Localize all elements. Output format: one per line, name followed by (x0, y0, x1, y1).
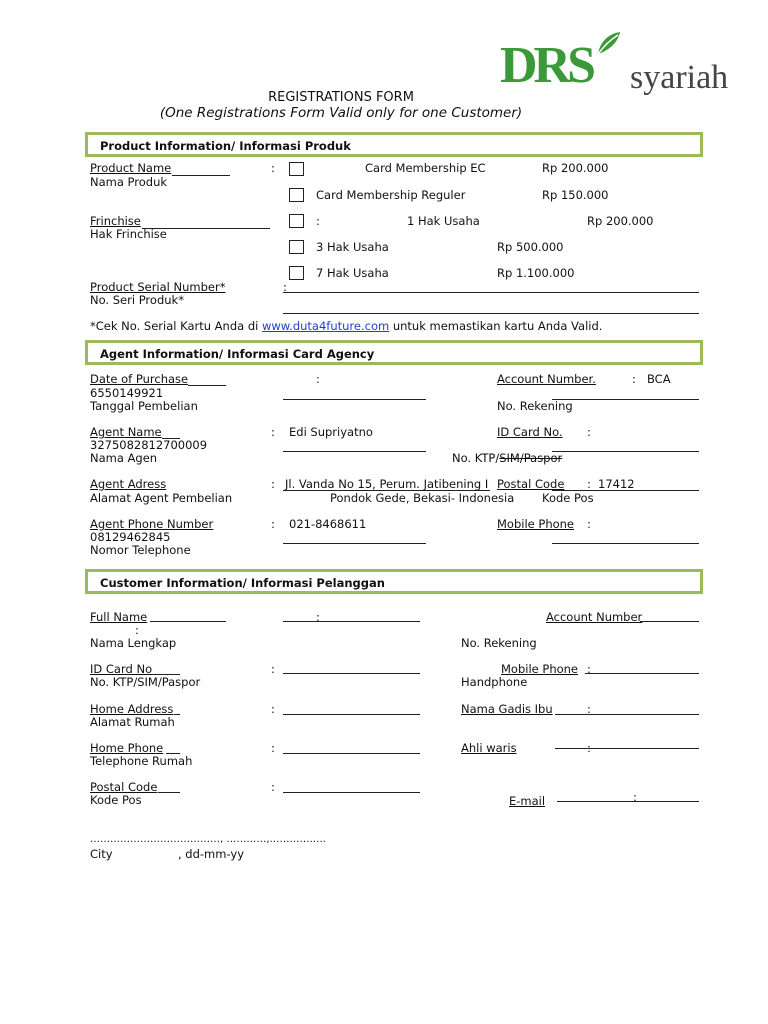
account-sub: No. Rekening (497, 399, 573, 413)
customer-section-header (85, 569, 703, 594)
colon: : (271, 662, 275, 676)
option-name: Card Membership Reguler (316, 188, 466, 202)
serial-note (90, 319, 602, 333)
agent-name-input-line[interactable] (283, 451, 426, 452)
colon: : (271, 741, 275, 755)
cust-id-label: ID Card No (90, 662, 153, 676)
home-address-label: Home Address (90, 702, 174, 716)
colon: : (316, 372, 320, 386)
id-card-sub-strike: SIM/Paspor (499, 451, 563, 465)
colon: : (587, 702, 591, 716)
cust-id-sub: No. KTP/SIM/Paspor (90, 675, 201, 689)
cust-postal-input-line[interactable] (283, 792, 420, 793)
checkbox-option-5[interactable] (289, 266, 304, 280)
colon: : (587, 477, 591, 491)
id-card-sub (452, 451, 562, 465)
id-card-label: ID Card No. (497, 425, 563, 439)
colon: : (271, 161, 275, 175)
colon: : (271, 780, 275, 794)
mother-label: Nama Gadis Ibu (461, 702, 553, 716)
city-label: City (90, 847, 113, 861)
colon: : (587, 741, 591, 755)
phone-sub: Nomor Telephone (90, 543, 191, 557)
option-name: 7 Hak Usaha (316, 266, 389, 280)
home-address-input-line[interactable] (283, 714, 420, 715)
colon: : (633, 790, 637, 804)
postal-sub: Kode Pos (542, 491, 594, 505)
option-name: 3 Hak Usaha (316, 240, 389, 254)
full-name-label: Full Name (90, 610, 148, 624)
colon: : (271, 517, 275, 531)
section-title: Product Information/ Informasi Produk (100, 139, 351, 153)
cust-mobile-sub: Handphone (461, 675, 528, 689)
colon: : (316, 214, 320, 228)
option-name: 1 Hak Usaha (407, 214, 480, 228)
option-price: Rp 500.000 (497, 240, 564, 254)
frinchise-label: Frinchise (90, 214, 141, 228)
form-subtitle: (One Registrations Form Valid only for one Customer) (159, 105, 523, 121)
checkbox-option-4[interactable] (289, 240, 304, 254)
account-value: BCA (647, 372, 671, 386)
phone-extra: 08129462845 (90, 530, 171, 544)
agent-name-value: Edi Supriyatno (289, 425, 373, 439)
note-suffix: untuk memastikan kartu Anda Valid. (389, 319, 603, 333)
cust-account-sub: No. Rekening (461, 636, 537, 650)
section-title: Customer Information/ Informasi Pelanggan (100, 576, 385, 590)
home-phone-label: Home Phone (90, 741, 164, 755)
cust-postal-label: Postal Code (90, 780, 158, 794)
date-format-label: , dd-mm-yy (178, 847, 245, 861)
mobile-label: Mobile Phone (497, 517, 575, 531)
product-name-label: Product Name (90, 161, 172, 175)
address-label: Agent Adress (90, 477, 167, 491)
form-title: REGISTRATIONS FORM (268, 90, 414, 105)
mother-input-line[interactable] (555, 714, 699, 715)
option-price: Rp 200.000 (587, 214, 654, 228)
date-sub: Tanggal Pembelian (90, 399, 198, 413)
cust-postal-sub: Kode Pos (90, 793, 142, 807)
account-label: Account Number. (497, 372, 596, 386)
signature-dots: …………………………………, …………,…………….. (90, 834, 326, 845)
mobile-input-line[interactable] (552, 543, 699, 544)
agent-name-label: Agent Name (90, 425, 162, 439)
serial-sub: No. Seri Produk* (90, 293, 184, 307)
phone-input-line[interactable] (283, 543, 426, 544)
email-input-line[interactable] (557, 801, 699, 802)
colon: : (587, 662, 591, 676)
colon: : (587, 425, 591, 439)
validation-link[interactable]: www.duta4future.com (262, 319, 390, 333)
heir-label: Ahli waris (461, 741, 517, 755)
cust-id-input-line[interactable] (283, 673, 420, 674)
serial-input-line[interactable] (283, 292, 699, 293)
date-label: Date of Purchase (90, 372, 189, 386)
frinchise-sub: Hak Frinchise (90, 227, 167, 241)
logo-sub: syariah (630, 59, 729, 96)
serial-input-line-2[interactable] (283, 313, 699, 314)
home-phone-sub: Telephone Rumah (90, 754, 193, 768)
postal-label: Postal Code (497, 477, 565, 491)
account-input-line[interactable] (552, 399, 699, 400)
address-value-1: Jl. Vanda No 15, Perum. Jatibening I (285, 477, 489, 491)
phone-value: 021-8468611 (289, 517, 367, 531)
date-value: 6550149921 (90, 386, 164, 400)
heir-input-line[interactable] (555, 748, 699, 749)
serial-label: Product Serial Number* (90, 280, 226, 294)
colon: : (271, 702, 275, 716)
cust-mobile-label: Mobile Phone (501, 662, 579, 676)
cust-account-input-line[interactable] (640, 621, 699, 622)
date-input-line[interactable] (283, 399, 426, 400)
checkbox-option-3[interactable] (289, 214, 304, 228)
email-label: E-mail (509, 794, 546, 808)
note-prefix: *Cek No. Serial Kartu Anda di (90, 319, 262, 333)
cust-mobile-input-line[interactable] (585, 673, 699, 674)
id-card-sub-prefix: No. KTP/ (452, 451, 500, 465)
option-price: Rp 1.100.000 (497, 266, 575, 280)
colon: : (632, 372, 636, 386)
colon: : (283, 280, 287, 294)
section-title: Agent Information/ Informasi Card Agency (100, 347, 375, 361)
colon: : (135, 623, 139, 637)
logo-brand: DRS (500, 37, 593, 94)
checkbox-option-2[interactable] (289, 188, 304, 202)
product-name-sub: Nama Produk (90, 175, 168, 189)
id-card-input-line[interactable] (552, 451, 699, 452)
option-price: Rp 200.000 (542, 161, 609, 175)
colon: : (271, 425, 275, 439)
colon: : (587, 517, 591, 531)
address-value-2: Pondok Gede, Bekasi- Indonesia (330, 491, 515, 505)
cust-account-label: Account Number (546, 610, 643, 624)
option-price: Rp 150.000 (542, 188, 609, 202)
home-phone-input-line[interactable] (283, 753, 420, 754)
agent-name-sub: Nama Agen (90, 451, 158, 465)
postal-value: 17412 (598, 477, 635, 491)
agent-section-header (85, 340, 703, 365)
full-name-input-line[interactable] (283, 621, 420, 622)
colon: : (316, 610, 320, 624)
colon: : (271, 477, 275, 491)
address-sub: Alamat Agent Pembelian (90, 491, 233, 505)
full-name-sub: Nama Lengkap (90, 636, 177, 650)
checkbox-option-1[interactable] (289, 162, 304, 176)
option-name: Card Membership EC (365, 161, 486, 175)
phone-label: Agent Phone Number (90, 517, 214, 531)
home-address-sub: Alamat Rumah (90, 715, 175, 729)
product-section-header (85, 132, 703, 157)
leaf-icon (594, 30, 624, 56)
agent-name-extra: 3275082812700009 (90, 438, 208, 452)
